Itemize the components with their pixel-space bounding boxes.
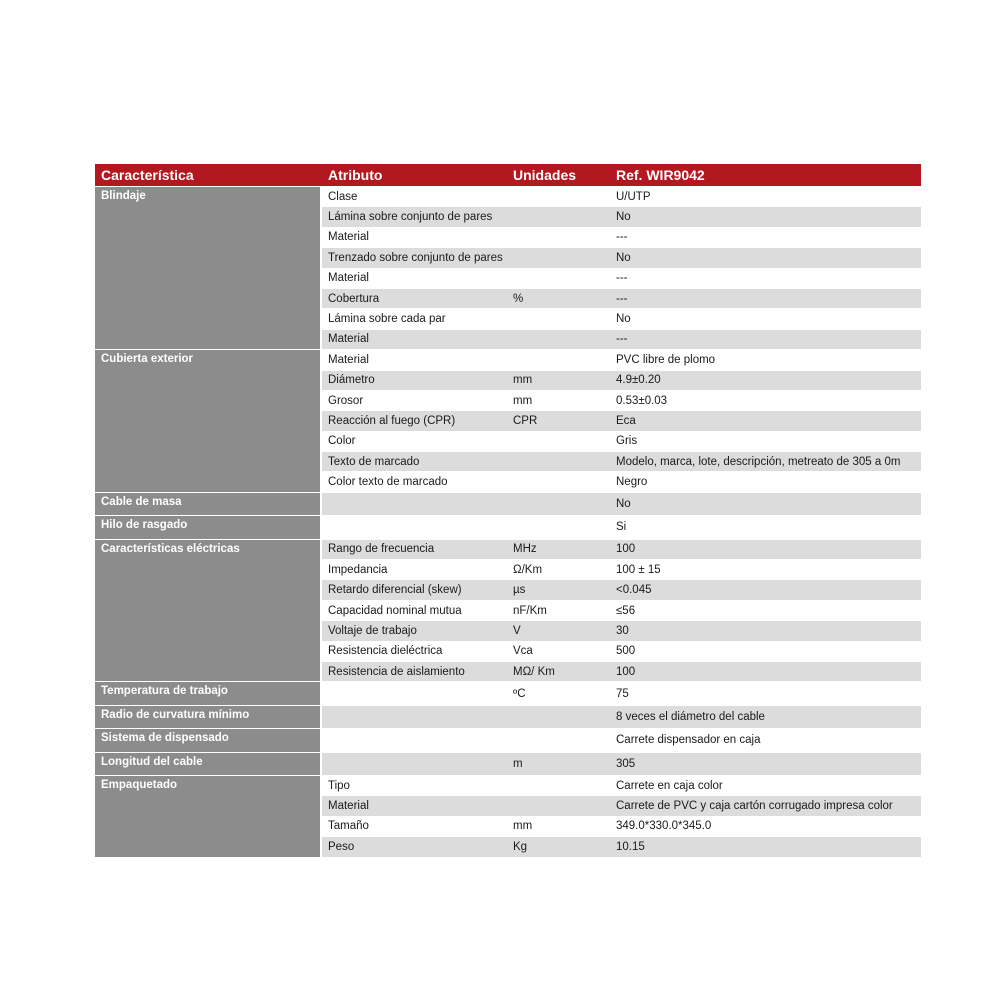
table-row <box>95 350 921 370</box>
unit-cell: ºC <box>507 682 610 705</box>
value-cell: ≤56 <box>610 601 921 621</box>
table-row <box>95 729 921 752</box>
value-cell: Si <box>610 516 921 539</box>
value-cell: Modelo, marca, lote, descripción, metreato de 305 a 0m <box>610 452 921 472</box>
unit-cell <box>507 432 610 452</box>
value-cell: 100 <box>610 540 921 560</box>
unit-cell: V <box>507 621 610 641</box>
value-cell: 0.53±0.03 <box>610 391 921 411</box>
value-cell: --- <box>610 289 921 309</box>
table-row <box>95 753 921 776</box>
unit-cell <box>507 269 610 289</box>
unit-cell <box>507 248 610 268</box>
header-atributo: Atributo <box>322 164 507 187</box>
value-cell: Eca <box>610 411 921 431</box>
value-cell: --- <box>610 330 921 350</box>
attribute-cell <box>322 729 507 752</box>
unit-cell: m <box>507 753 610 776</box>
category-cell: Temperatura de trabajo <box>95 682 322 705</box>
category-cell: Cable de masa <box>95 493 322 516</box>
table-header-row <box>95 164 921 187</box>
attribute-cell: Clase <box>322 187 507 207</box>
attribute-cell: Capacidad nominal mutua <box>322 601 507 621</box>
unit-cell <box>507 207 610 227</box>
attribute-cell: Trenzado sobre conjunto de pares <box>322 248 507 268</box>
unit-cell <box>507 729 610 752</box>
unit-cell: mm <box>507 391 610 411</box>
value-cell: Carrete dispensador en caja <box>610 729 921 752</box>
unit-cell <box>507 228 610 248</box>
category-cell: Blindaje <box>95 187 322 350</box>
unit-cell: Kg <box>507 837 610 857</box>
attribute-cell: Resistencia dieléctrica <box>322 642 507 662</box>
value-cell: No <box>610 309 921 329</box>
attribute-cell: Material <box>322 269 507 289</box>
attribute-cell: Retardo diferencial (skew) <box>322 580 507 600</box>
attribute-cell <box>322 706 507 729</box>
attribute-cell: Cobertura <box>322 289 507 309</box>
value-cell: 500 <box>610 642 921 662</box>
unit-cell <box>507 309 610 329</box>
value-cell: 349.0*330.0*345.0 <box>610 817 921 837</box>
attribute-cell <box>322 493 507 516</box>
unit-cell: MΩ/ Km <box>507 662 610 682</box>
value-cell: 100 ± 15 <box>610 560 921 580</box>
value-cell: 4.9±0.20 <box>610 371 921 391</box>
unit-cell <box>507 516 610 539</box>
value-cell: U/UTP <box>610 187 921 207</box>
unit-cell: % <box>507 289 610 309</box>
value-cell: No <box>610 493 921 516</box>
value-cell: <0.045 <box>610 580 921 600</box>
header-unidades: Unidades <box>507 164 610 187</box>
table-row <box>95 493 921 516</box>
attribute-cell: Impedancia <box>322 560 507 580</box>
category-cell: Características eléctricas <box>95 540 322 683</box>
value-cell: --- <box>610 269 921 289</box>
spec-table-body <box>95 187 921 858</box>
category-cell: Sistema de dispensado <box>95 729 322 752</box>
table-row <box>95 706 921 729</box>
attribute-cell: Color <box>322 432 507 452</box>
attribute-cell: Resistencia de aislamiento <box>322 662 507 682</box>
unit-cell: CPR <box>507 411 610 431</box>
value-cell: 100 <box>610 662 921 682</box>
attribute-cell: Lámina sobre conjunto de pares <box>322 207 507 227</box>
attribute-cell: Material <box>322 228 507 248</box>
unit-cell <box>507 330 610 350</box>
header-ref: Ref. WIR9042 <box>610 164 921 187</box>
value-cell: PVC libre de plomo <box>610 350 921 370</box>
table-row <box>95 187 921 207</box>
category-cell: Hilo de rasgado <box>95 516 322 539</box>
unit-cell <box>507 187 610 207</box>
attribute-cell: Material <box>322 796 507 816</box>
unit-cell: nF/Km <box>507 601 610 621</box>
attribute-cell <box>322 682 507 705</box>
header-caracteristica: Característica <box>95 164 322 187</box>
attribute-cell: Lámina sobre cada par <box>322 309 507 329</box>
category-cell: Radio de curvatura mínimo <box>95 706 322 729</box>
value-cell: No <box>610 248 921 268</box>
unit-cell: mm <box>507 371 610 391</box>
attribute-cell <box>322 753 507 776</box>
value-cell: --- <box>610 228 921 248</box>
value-cell: Carrete en caja color <box>610 776 921 796</box>
category-cell: Cubierta exterior <box>95 350 322 493</box>
attribute-cell: Color texto de marcado <box>322 472 507 492</box>
table-row <box>95 776 921 796</box>
value-cell: Gris <box>610 432 921 452</box>
unit-cell: MHz <box>507 540 610 560</box>
unit-cell <box>507 350 610 370</box>
table-row <box>95 682 921 705</box>
attribute-cell: Rango de frecuencia <box>322 540 507 560</box>
attribute-cell: Peso <box>322 837 507 857</box>
attribute-cell: Material <box>322 350 507 370</box>
value-cell: Negro <box>610 472 921 492</box>
value-cell: 75 <box>610 682 921 705</box>
attribute-cell: Texto de marcado <box>322 452 507 472</box>
unit-cell <box>507 472 610 492</box>
unit-cell <box>507 776 610 796</box>
value-cell: No <box>610 207 921 227</box>
attribute-cell <box>322 516 507 539</box>
attribute-cell: Diámetro <box>322 371 507 391</box>
unit-cell <box>507 493 610 516</box>
attribute-cell: Tamaño <box>322 817 507 837</box>
attribute-cell: Material <box>322 330 507 350</box>
unit-cell: Ω/Km <box>507 560 610 580</box>
unit-cell <box>507 796 610 816</box>
attribute-cell: Grosor <box>322 391 507 411</box>
table-row <box>95 516 921 539</box>
unit-cell: mm <box>507 817 610 837</box>
unit-cell <box>507 706 610 729</box>
category-cell: Longitud del cable <box>95 753 322 776</box>
table-row <box>95 540 921 560</box>
value-cell: 8 veces el diámetro del cable <box>610 706 921 729</box>
value-cell: 30 <box>610 621 921 641</box>
attribute-cell: Voltaje de trabajo <box>322 621 507 641</box>
value-cell: 10.15 <box>610 837 921 857</box>
category-cell: Empaquetado <box>95 776 322 858</box>
attribute-cell: Reacción al fuego (CPR) <box>322 411 507 431</box>
unit-cell <box>507 452 610 472</box>
unit-cell: µs <box>507 580 610 600</box>
value-cell: Carrete de PVC y caja cartón corrugado impresa color <box>610 796 921 816</box>
spec-table <box>95 164 921 858</box>
unit-cell: Vca <box>507 642 610 662</box>
value-cell: 305 <box>610 753 921 776</box>
attribute-cell: Tipo <box>322 776 507 796</box>
